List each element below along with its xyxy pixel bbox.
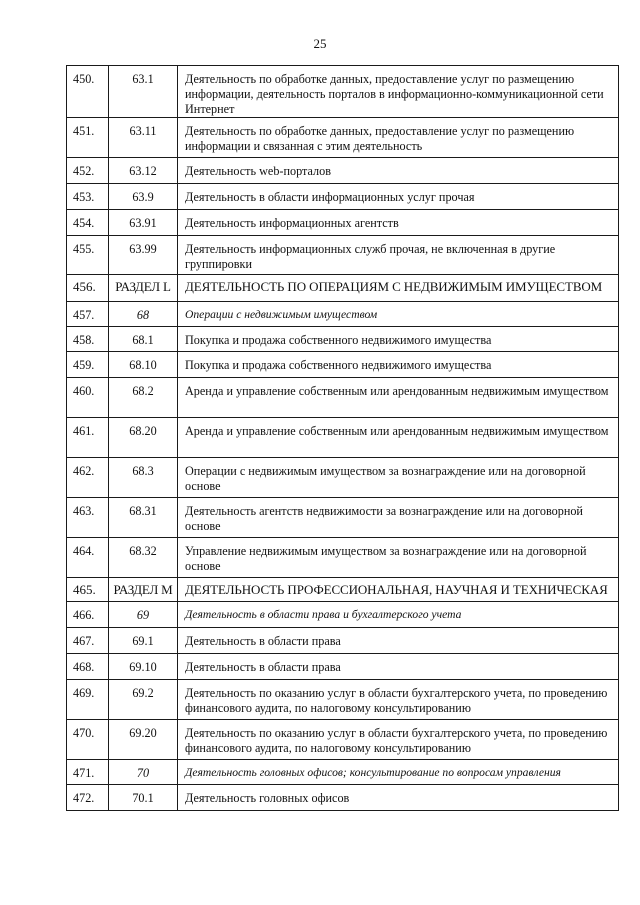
okved-code-cell: 68.3 (109, 458, 178, 498)
okved-code-cell: 68.31 (109, 498, 178, 538)
row-number-cell: 452. (67, 158, 109, 184)
okved-code-cell: 70.1 (109, 785, 178, 811)
table-row (67, 720, 619, 760)
activity-name-cell: Аренда и управление собственным или арендованным недвижимым имуществом (178, 418, 619, 458)
row-number-cell: 458. (67, 327, 109, 352)
okved-code-cell: 63.12 (109, 158, 178, 184)
okved-code-cell: 63.11 (109, 118, 178, 158)
row-number-cell: 455. (67, 236, 109, 275)
activity-name-cell: Деятельность агентств недвижимости за вознаграждение или на договорной основе (178, 498, 619, 538)
okved-code-cell: 63.1 (109, 66, 178, 118)
okved-table (66, 65, 619, 811)
okved-code-cell: 69.20 (109, 720, 178, 760)
okved-code-cell: 68 (109, 302, 178, 327)
page-number: 25 (313, 36, 327, 51)
activity-name-cell: Деятельность web-порталов (178, 158, 619, 184)
okved-code-cell: 63.9 (109, 184, 178, 210)
activity-name-cell: Аренда и управление собственным или арендованным недвижимым имуществом (178, 378, 619, 418)
okved-code-cell: 68.10 (109, 352, 178, 378)
table-row (67, 628, 619, 654)
table-row (67, 66, 619, 118)
row-number-cell: 451. (67, 118, 109, 158)
table-row (67, 302, 619, 327)
table-row (67, 538, 619, 578)
activity-name-cell: Деятельность в области права (178, 654, 619, 680)
okved-code-cell: 63.99 (109, 236, 178, 275)
table-row (67, 210, 619, 236)
activity-name-cell: Покупка и продажа собственного недвижимого имущества (178, 352, 619, 378)
activity-name-cell: Деятельность в области права и бухгалтерского учета (178, 602, 619, 628)
row-number-cell: 450. (67, 66, 109, 118)
okved-code-cell: 69.10 (109, 654, 178, 680)
row-number-cell: 460. (67, 378, 109, 418)
okved-code-cell: 69.1 (109, 628, 178, 654)
table-row (67, 236, 619, 275)
row-number-cell: 470. (67, 720, 109, 760)
okved-code-cell: 70 (109, 760, 178, 785)
activity-name-cell: Деятельность в области информационных услуг прочая (178, 184, 619, 210)
table-row (67, 378, 619, 418)
table-row (67, 458, 619, 498)
row-number-cell: 472. (67, 785, 109, 811)
activity-name-cell: Операции с недвижимым имуществом (178, 302, 619, 327)
activity-name-cell: ДЕЯТЕЛЬНОСТЬ ПРОФЕССИОНАЛЬНАЯ, НАУЧНАЯ И ТЕХНИЧЕСКАЯ (178, 578, 619, 602)
table-row (67, 785, 619, 811)
activity-name-cell: Деятельность по обработке данных, предоставление услуг по размещению информации и связанная с этим деятельность (178, 118, 619, 158)
activity-name-cell: Деятельность головных офисов (178, 785, 619, 811)
table-row (67, 578, 619, 602)
okved-code-cell: 68.32 (109, 538, 178, 578)
okved-code-cell: РАЗДЕЛ L (109, 275, 178, 302)
row-number-cell: 462. (67, 458, 109, 498)
activity-name-cell: Деятельность головных офисов; консультирование по вопросам управления (178, 760, 619, 785)
table-row (67, 275, 619, 302)
row-number-cell: 471. (67, 760, 109, 785)
table-row (67, 352, 619, 378)
okved-code-cell: РАЗДЕЛ М (109, 578, 178, 602)
okved-table-body (67, 66, 619, 811)
table-row (67, 327, 619, 352)
row-number-cell: 463. (67, 498, 109, 538)
activity-name-cell: Покупка и продажа собственного недвижимого имущества (178, 327, 619, 352)
table-row (67, 418, 619, 458)
activity-name-cell: Деятельность по обработке данных, предоставление услуг по размещению информации, деятельность порталов в информационно-коммуникационной сети Интернет (178, 66, 619, 118)
row-number-cell: 453. (67, 184, 109, 210)
table-row (67, 760, 619, 785)
table-row (67, 498, 619, 538)
row-number-cell: 466. (67, 602, 109, 628)
table-row (67, 158, 619, 184)
row-number-cell: 468. (67, 654, 109, 680)
table-row (67, 680, 619, 720)
table-row (67, 602, 619, 628)
row-number-cell: 461. (67, 418, 109, 458)
table-row (67, 118, 619, 158)
okved-code-cell: 69.2 (109, 680, 178, 720)
okved-code-cell: 68.20 (109, 418, 178, 458)
okved-code-cell: 68.2 (109, 378, 178, 418)
activity-name-cell: ДЕЯТЕЛЬНОСТЬ ПО ОПЕРАЦИЯМ С НЕДВИЖИМЫМ ИМУЩЕСТВОМ (178, 275, 619, 302)
activity-name-cell: Деятельность по оказанию услуг в области бухгалтерского учета, по проведению финансового аудита, по налоговому консультированию (178, 680, 619, 720)
row-number-cell: 454. (67, 210, 109, 236)
activity-name-cell: Управление недвижимым имуществом за вознаграждение или на договорной основе (178, 538, 619, 578)
okved-code-cell: 63.91 (109, 210, 178, 236)
activity-name-cell: Деятельность по оказанию услуг в области бухгалтерского учета, по проведению финансового аудита, по налоговому консультированию (178, 720, 619, 760)
table-row (67, 184, 619, 210)
okved-code-cell: 68.1 (109, 327, 178, 352)
row-number-cell: 459. (67, 352, 109, 378)
row-number-cell: 464. (67, 538, 109, 578)
okved-code-cell: 69 (109, 602, 178, 628)
activity-name-cell: Деятельность информационных агентств (178, 210, 619, 236)
row-number-cell: 465. (67, 578, 109, 602)
row-number-cell: 469. (67, 680, 109, 720)
activity-name-cell: Деятельность информационных служб прочая, не включенная в другие группировки (178, 236, 619, 275)
activity-name-cell: Операции с недвижимым имуществом за вознаграждение или на договорной основе (178, 458, 619, 498)
row-number-cell: 457. (67, 302, 109, 327)
table-row (67, 654, 619, 680)
row-number-cell: 456. (67, 275, 109, 302)
activity-name-cell: Деятельность в области права (178, 628, 619, 654)
row-number-cell: 467. (67, 628, 109, 654)
